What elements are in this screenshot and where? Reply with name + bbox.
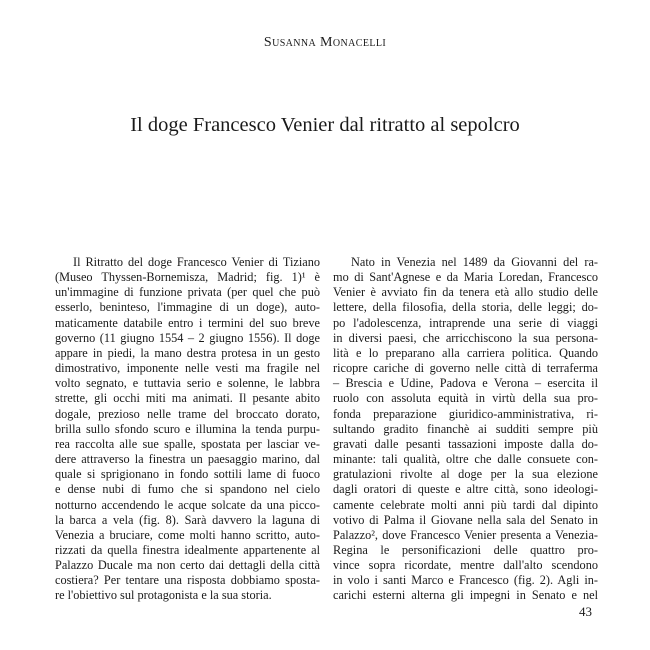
text-line: brilla sullo sfondo scuro e illumina la tenda purpu-	[55, 421, 320, 436]
text-line: sultando gradito financhè ai sudditi sempre più	[333, 421, 598, 436]
text-line: vince sopra ricordate, mentre dall'alto scendono	[333, 558, 598, 573]
running-head-author: Susanna Monacelli	[263, 35, 387, 50]
text-line: appare in piedi, la mano destra protesa in un gesto	[55, 345, 320, 360]
text-line: carichi esterni alterna gli impegni in Senato e nel	[333, 588, 598, 603]
text-line: costiera? Per tentare una risposta dobbiamo sposta-	[55, 573, 320, 588]
text-line: Venier è avviato fin da tenera età allo studio delle	[333, 285, 598, 300]
text-line: rea raccolta alle sue spalle, spostata per lasciar ve-	[55, 436, 320, 451]
text-line: esserlo, beninteso, l'immagine di un doge), auto-	[55, 300, 320, 315]
text-line: dagli oratori di queste e altre città, sono ideologi-	[333, 482, 598, 497]
text-line: dere attraverso la finestra un paesaggio marino, dal	[55, 452, 320, 467]
article-title: Il doge Francesco Venier dal ritratto al sepolcro	[130, 114, 520, 136]
text-line: minante: tali qualità, oltre che dalle consuete con-	[333, 452, 598, 467]
text-line: governo (11 giugno 1554 – 2 giugno 1556). Il doge	[55, 330, 320, 345]
text-line: un'immagine di funzione privata (per quel che può	[55, 285, 320, 300]
text-line: – Brescia e Udine, Padova e Verona – esercita il	[333, 376, 598, 391]
text-line: Venezia a bruciare, come molti hanno scritto, auto-	[55, 527, 320, 542]
text-line: volto segnato, e tuttavia serio e solenne, le labbra	[55, 376, 320, 391]
text-line: dimostrativo, imponente nelle vesti ma fragile nel	[55, 361, 320, 376]
text-line: ruolo con assoluta equità in virtù della sua pro-	[333, 391, 598, 406]
text-line: Palazzo Ducale ma non certo dai dettagli della città	[55, 558, 320, 573]
text-line: Il Ritratto del doge Francesco Venier di Tiziano	[73, 255, 320, 269]
text-line: in diversi paesi, che arricchiscono la sua persona-	[333, 330, 598, 345]
text-line: notturno accendendo le acque solcate da una picco-	[55, 497, 320, 512]
text-line: Palazzo², dove Francesco Venier presenta a Venezia-	[333, 527, 598, 542]
text-line: (Museo Thyssen-Bornemisza, Madrid; fig. 1)¹ è	[55, 270, 320, 285]
text-line: rizzati da quella finestra idealmente appartenente al	[55, 542, 320, 557]
text-line: re l'obiettivo sul protagonista e la sua storia.	[55, 588, 272, 603]
text-line: maticamente databile entro i termini del suo breve	[55, 315, 320, 330]
left-column	[55, 255, 320, 604]
text-line: po l'adolescenza, intraprende una serie di viaggi	[333, 315, 598, 330]
text-line: la barca a vela (fig. 8). Sarà davvero la laguna di	[55, 512, 320, 527]
right-column	[333, 255, 598, 604]
text-line: gravati dalle pesanti tassazioni imposte dalla do-	[333, 436, 598, 451]
text-line: ricopre cariche di governo nelle città di terraferma	[333, 361, 598, 376]
text-line: Nato in Venezia nel 1489 da Giovanni del ra-	[351, 255, 598, 269]
text-line: lità e lo preparano alla carriera politica. Quando	[333, 345, 598, 360]
text-line: mo di Sant'Agnese e da Maria Loredan, Francesco	[333, 270, 598, 285]
text-line: strette, gli occhi miti ma animati. Il pesante abito	[55, 391, 320, 406]
text-line: e dense nubi di fumo che si spandono nel cielo	[55, 482, 320, 497]
text-line: quale si sprigionano in fondo sottili lame di fuoco	[55, 467, 320, 482]
text-line: gratulazioni rivolte al doge per la sua elezione	[333, 467, 598, 482]
text-line: in volo i santi Marco e Francesco (fig. 2). Agli in-	[333, 573, 598, 588]
page-number: 43	[579, 604, 592, 619]
text-line: dogale, prezioso nelle trame del broccato dorato,	[55, 406, 320, 421]
text-line: camente celebrate molti anni più tardi dal dipinto	[333, 497, 598, 512]
text-line: fonda preparazione giuridico-amministrativa, ri-	[333, 406, 598, 421]
text-line: lettere, della filosofia, della storia, delle leggi; do-	[333, 300, 598, 315]
text-line: Regina le personificazioni delle quattro pro-	[333, 542, 598, 557]
text-line: votivo di Palma il Giovane nella sala del Senato in	[333, 512, 598, 527]
